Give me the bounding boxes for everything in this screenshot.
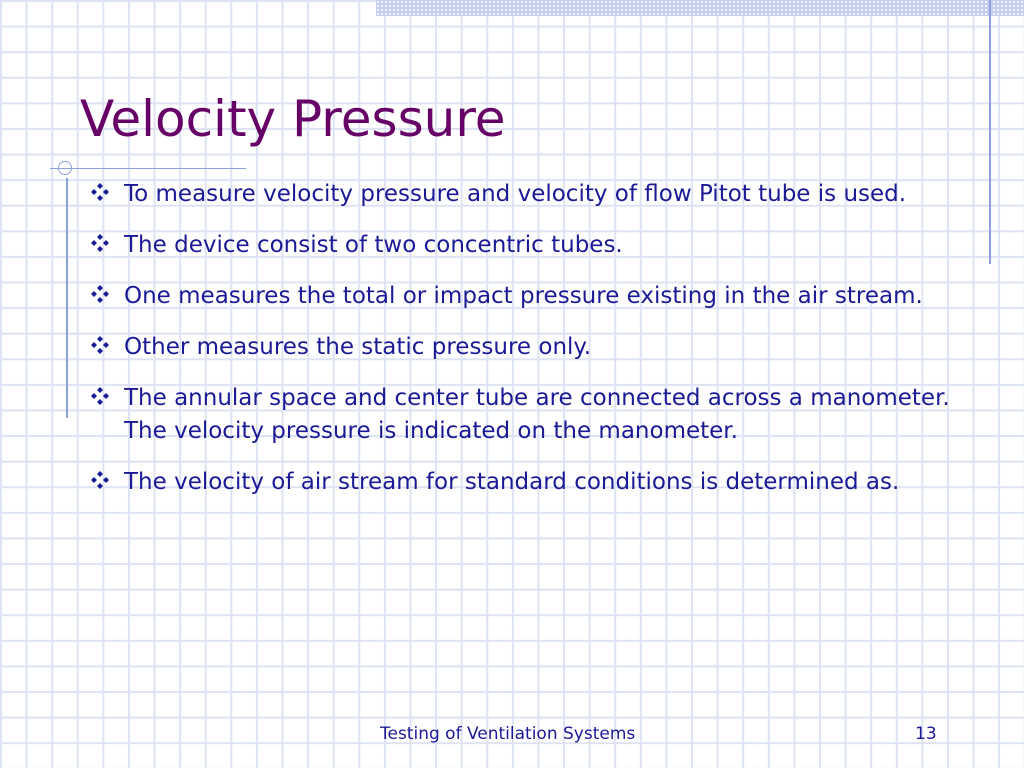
four-diamond-icon [90,229,124,253]
slide-title: Velocity Pressure [80,90,506,148]
bullet-list [90,178,990,517]
bullet-text: To measure velocity pressure and velocity of flow Pitot tube is used. [124,181,907,207]
decorative-title-underline [50,168,246,169]
decorative-top-band [376,0,1024,16]
page-number: 13 [915,724,937,744]
four-diamond-icon [90,466,124,490]
decorative-circle [58,161,72,175]
four-diamond-icon [90,382,124,406]
four-diamond-icon [90,280,124,304]
bullet-item [90,331,990,364]
bullet-item [90,466,990,499]
bullet-item [90,382,990,448]
bullet-item [90,229,990,262]
bullet-item [90,280,990,313]
bullet-item [90,178,990,211]
four-diamond-icon [90,178,124,202]
decorative-vertical-line-left [66,178,68,418]
bullet-text: The device consist of two concentric tubes. [124,232,623,258]
bullet-text: The velocity of air stream for standard conditions is determined as. [124,469,900,495]
bullet-text: The annular space and center tube are connected across a manometer. The velocity pressure is indicated on the manometer. [124,385,950,444]
footer-text: Testing of Ventilation Systems [380,724,636,744]
four-diamond-icon [90,331,124,355]
bullet-text: One measures the total or impact pressure existing in the air stream. [124,283,923,309]
bullet-text: Other measures the static pressure only. [124,334,592,360]
